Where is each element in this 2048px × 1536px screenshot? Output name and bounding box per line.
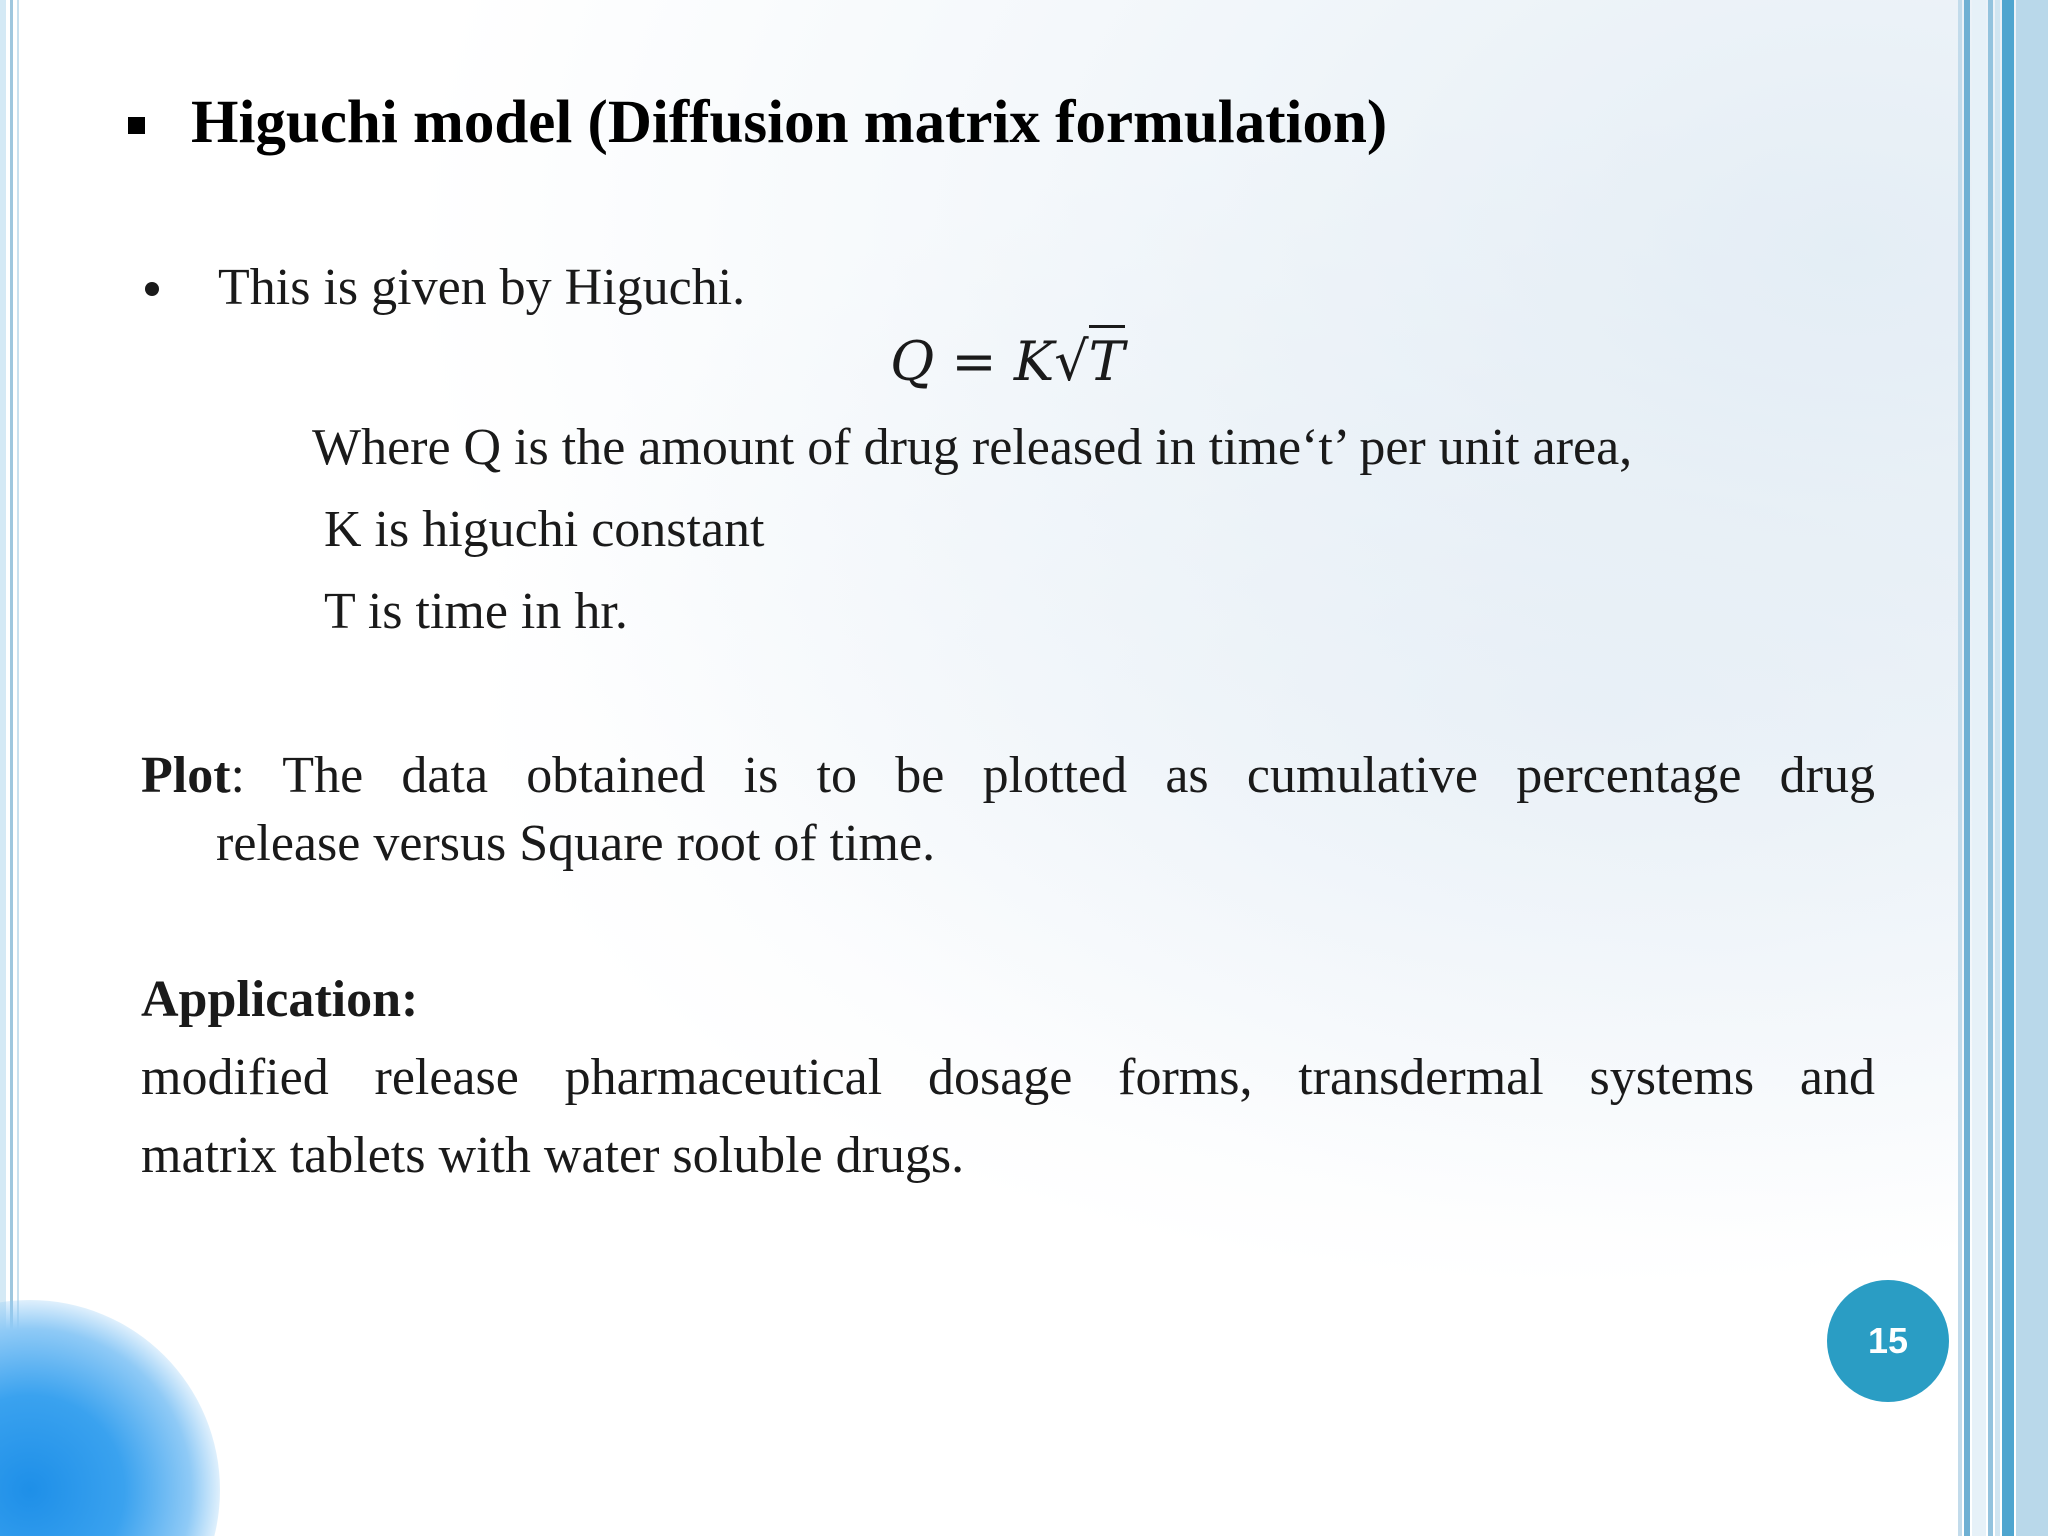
page-number-badge (1827, 1280, 1949, 1402)
right-border (1988, 0, 1993, 1536)
equation-lhs: Q = K (890, 330, 1055, 393)
right-border (2016, 0, 2048, 1536)
plot-text: : The data obtained is to be plotted as cumulative percentage drug (230, 747, 1875, 804)
definition-t: T is time in hr. (324, 583, 628, 640)
plot-line-1 (141, 747, 1875, 804)
slide-title: Higuchi model (Diffusion matrix formulation) (191, 89, 1388, 156)
right-border (1958, 0, 1962, 1536)
right-border (2002, 0, 2014, 1536)
equation-radicand: T (1089, 325, 1125, 393)
title-row (128, 88, 1387, 158)
page-number: 15 (1867, 1320, 1909, 1361)
right-border (1972, 0, 1986, 1536)
higuchi-equation (890, 330, 1125, 393)
right-border (1964, 0, 1970, 1536)
application-line-1: modified release pharmaceutical dosage forms, transdermal systems and (141, 1049, 1875, 1106)
definition-q: Where Q is the amount of drug released in time‘t’ per unit area, (312, 419, 1633, 476)
corner-glow-decoration (0, 1300, 220, 1536)
right-border (1995, 0, 2000, 1536)
bullet-icon (145, 282, 159, 296)
application-line-2: matrix tablets with water soluble drugs. (141, 1127, 965, 1184)
definition-k: K is higuchi constant (324, 501, 765, 558)
intro-text: This is given by Higuchi. (218, 259, 746, 316)
radical-sign: √ (1054, 330, 1089, 393)
plot-line-2: release versus Square root of time. (216, 815, 936, 872)
application-heading: Application: (141, 971, 419, 1028)
plot-label: Plot (141, 747, 231, 804)
square-bullet-icon (128, 117, 145, 134)
